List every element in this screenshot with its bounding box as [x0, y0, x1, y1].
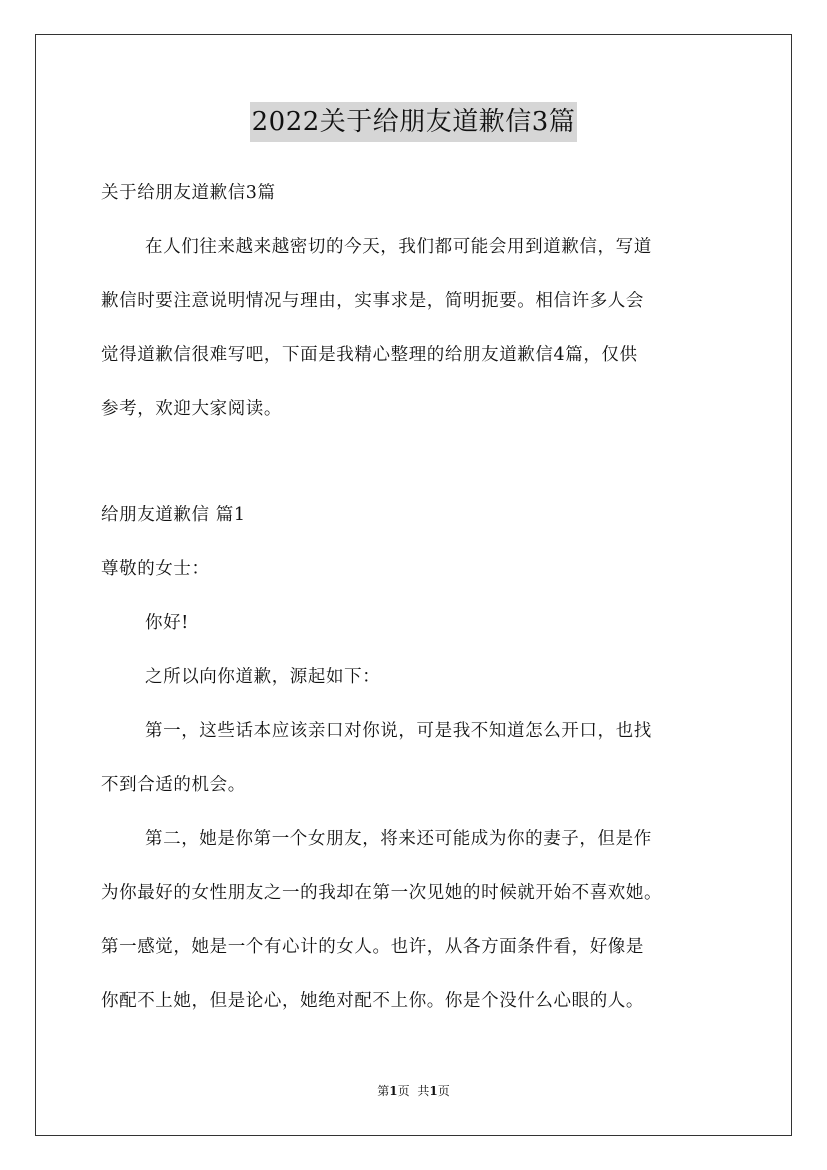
subtitle-line: 关于给朋友道歉信3篇 [101, 183, 276, 203]
total-label: 共 [417, 1084, 430, 1098]
page-unit: 页 [397, 1084, 410, 1098]
letter-line-3: 不到合适的机会。 [101, 775, 246, 795]
letter-line-6: 第一感觉，她是一个有心计的女人。也许，从各方面条件看，好像是 [101, 937, 644, 957]
letter-line-2: 第一，这些话本应该亲口对你说，可是我不知道怎么开口，也找 [145, 721, 652, 741]
document-title-text: 2022关于给朋友道歉信3篇 [250, 102, 578, 142]
intro-line-2: 歉信时要注意说明情况与理由，实事求是，简明扼要。相信许多人会 [101, 291, 644, 311]
intro-line-3: 觉得道歉信很难写吧，下面是我精心整理的给朋友道歉信4篇，仅供 [101, 345, 638, 365]
total-unit: 页 [437, 1084, 450, 1098]
total-pages: 1 [429, 1084, 438, 1098]
intro-line-1: 在人们往来越来越密切的今天，我们都可能会用到道歉信，写道 [145, 237, 652, 257]
salutation: 尊敬的女士： [101, 559, 210, 579]
document-body [101, 166, 727, 1028]
greeting: 你好! [145, 613, 189, 633]
section-heading: 给朋友道歉信 篇1 [101, 505, 246, 525]
section-gap [101, 436, 727, 488]
document-title [0, 100, 827, 142]
letter-line-4: 第二，她是你第一个女朋友，将来还可能成为你的妻子，但是作 [145, 829, 652, 849]
page-footer [0, 1082, 827, 1099]
page-number: 1 [389, 1084, 398, 1098]
letter-line-7: 你配不上她，但是论心，她绝对配不上你。你是个没什么心眼的人。 [101, 991, 644, 1011]
page-label: 第 [377, 1084, 390, 1098]
letter-line-5: 为你最好的女性朋友之一的我却在第一次见她的时候就开始不喜欢她。 [101, 883, 663, 903]
intro-line-4: 参考，欢迎大家阅读。 [101, 399, 282, 419]
letter-line-1: 之所以向你道歉，源起如下： [145, 667, 381, 687]
